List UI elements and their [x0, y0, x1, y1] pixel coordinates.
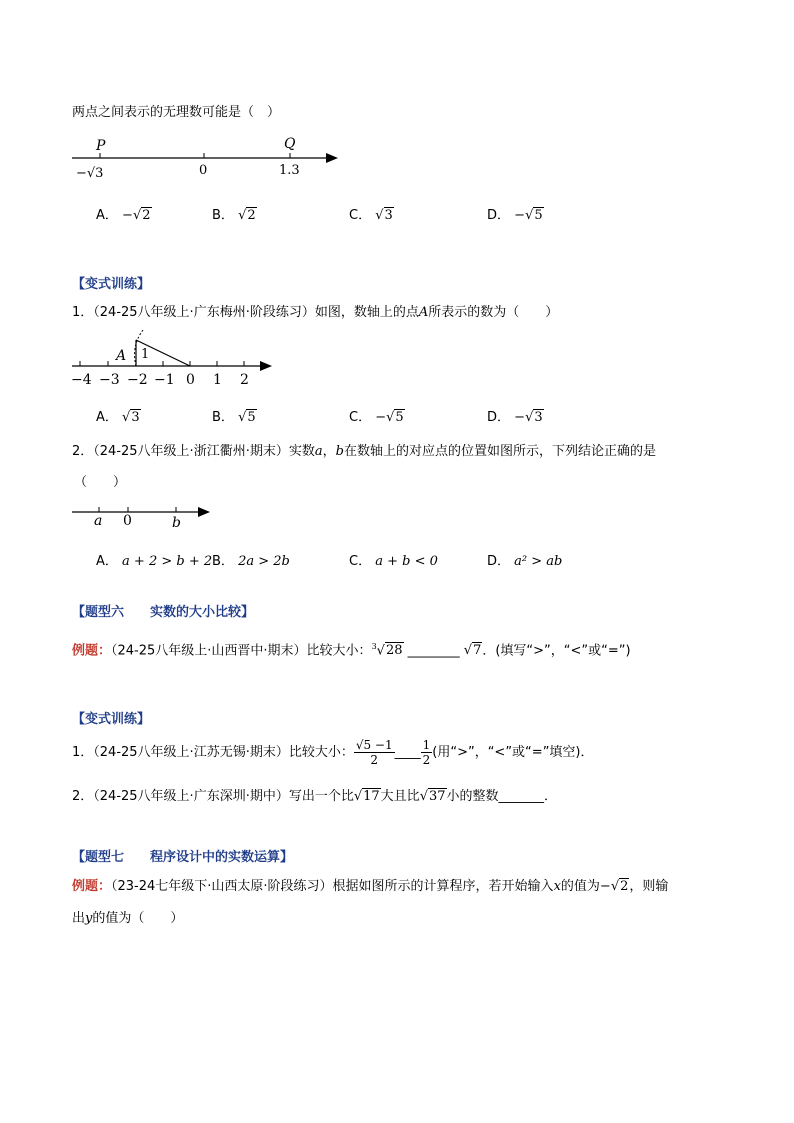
fraction-left [354, 738, 395, 767]
question-1 [72, 304, 558, 322]
option-a[interactable] [96, 406, 141, 425]
tick-label: 1 [213, 372, 222, 388]
sqrt: √3 [122, 410, 140, 425]
answer-paren: （ ） [74, 475, 127, 490]
question-text-mid: 大且比 [380, 789, 420, 804]
var-x: x [553, 879, 561, 894]
side-length-label: 1 [141, 347, 150, 362]
option-d[interactable] [487, 550, 562, 569]
sqrt: √3 [375, 208, 393, 223]
sqrt: √7 [463, 643, 482, 659]
example-text: （24-25八年级上·山西晋中·期末）比较大小： [111, 643, 372, 659]
example-tail: ．(填写“>”，“<”或“=”) [482, 643, 631, 659]
example-text-tail: 的值为（ ） [92, 911, 184, 926]
answer-blank[interactable]: ________ [407, 643, 460, 659]
var-a: A [418, 305, 429, 320]
option-c[interactable] [349, 550, 438, 569]
point-a-label: a [94, 513, 103, 529]
radicand: 2 [247, 208, 256, 223]
example-text-mid: 的值为 [560, 879, 600, 894]
option-sign: − [375, 410, 387, 425]
example-type6 [72, 638, 631, 660]
option-d[interactable] [487, 406, 544, 425]
radicand: 5 [247, 410, 256, 425]
option-letter: B． [212, 410, 234, 425]
option-expr: a + 2 > b + 2 [122, 554, 213, 569]
root-index: 3 [371, 642, 377, 651]
question-text-tail: 所表示的数为（ ） [428, 305, 559, 320]
number-line-sqrt [68, 326, 278, 388]
numerator: 1 [422, 738, 431, 752]
question-text: （24-25八年级上·广东梅州·阶段练习）如图，数轴上的点 [93, 305, 419, 320]
option-letter: C． [349, 554, 372, 569]
option-letter: D． [487, 410, 511, 425]
radicand: 37 [428, 789, 446, 804]
example-text: 出 [72, 911, 86, 926]
sqrt: √3 [525, 410, 543, 425]
option-sign: − [514, 208, 526, 223]
tick-label: −2 [127, 372, 148, 388]
tick-label: −3 [99, 372, 120, 388]
option-expr: 2a > 2b [238, 554, 290, 569]
number-line-ab [68, 500, 218, 530]
section-header-type6: 【题型六 实数的大小比较】 [72, 605, 255, 620]
radicand: 2 [142, 208, 151, 223]
radicand: 17 [363, 789, 380, 804]
example-label: 例题： [72, 643, 112, 659]
sqrt: √5 [238, 410, 256, 425]
option-c[interactable] [349, 204, 394, 223]
point-p-label: P [96, 138, 106, 154]
numerator: √5 −1 [355, 738, 393, 752]
example-type7-line2 [72, 910, 183, 928]
question-text-tail: 在数轴上的对应点的位置如图所示，下列结论正确的是 [343, 444, 656, 459]
answer-blank[interactable]: _______ [498, 789, 545, 804]
option-letter: A． [96, 554, 118, 569]
radicand: 2 [620, 879, 629, 894]
sqrt: √5 [386, 410, 404, 425]
number-line-pq [68, 132, 348, 182]
cube-root: $^3$√28 [371, 642, 403, 659]
question-text: （24-25八年级上·浙江衢州·期末）实数 [93, 444, 315, 459]
question-tail: 小的整数 [446, 789, 499, 804]
denominator: 2 [422, 753, 431, 767]
tick-label: −1 [154, 372, 175, 388]
var-a: a [314, 444, 323, 459]
question-tail: (用“>”，“<”或“=”填空)． [432, 745, 594, 760]
option-b[interactable] [212, 550, 290, 569]
option-letter: C． [349, 410, 372, 425]
option-letter: D． [487, 208, 511, 223]
option-d[interactable] [487, 204, 544, 223]
example-text-end: ，则输 [629, 879, 669, 894]
radicand: 7 [473, 643, 482, 659]
radicand: 3 [384, 208, 393, 223]
section-header-variant: 【变式训练】 [72, 277, 151, 292]
radicand: 28 [385, 643, 403, 659]
point-q-label: Q [284, 136, 296, 152]
question-number: 2． [72, 444, 94, 459]
radicand: 5 [534, 208, 543, 223]
point-b-label: b [172, 515, 181, 530]
sqrt: √2 [610, 879, 629, 894]
question-stem: 两点之间表示的无理数可能是（ ） [72, 105, 281, 120]
radicand: 3 [131, 410, 140, 425]
sqrt: √5 [525, 208, 543, 223]
question-text: （24-25八年级上·江苏无锡·期末）比较大小： [93, 745, 354, 760]
question-number: 1． [72, 745, 94, 760]
var-y: y [85, 911, 93, 926]
option-letter: C． [349, 208, 372, 223]
option-a[interactable] [96, 204, 152, 223]
option-letter: D． [487, 554, 511, 569]
section-header-variant: 【变式训练】 [72, 712, 151, 727]
option-b[interactable] [212, 204, 257, 223]
option-letter: B． [212, 208, 234, 223]
section-header-type7: 【题型七 程序设计中的实数运算】 [72, 850, 294, 865]
zero-label: 0 [123, 513, 132, 529]
tick-label: −4 [71, 372, 92, 388]
denominator: 2 [370, 753, 379, 767]
sqrt: √2 [132, 208, 151, 223]
question-text: （24-25八年级上·广东深圳·期中）写出一个比 [93, 789, 354, 804]
option-expr: a + b < 0 [375, 554, 438, 569]
zero-label: 0 [199, 163, 208, 178]
option-letter: B． [212, 554, 234, 569]
point-q-value: 1.3 [279, 163, 300, 178]
sqrt: √37 [419, 789, 446, 804]
question-2 [72, 788, 557, 806]
option-c[interactable] [349, 406, 405, 425]
example-text: （23-24七年级下·山西太原·阶段练习）根据如图所示的计算程序，若开始输入 [111, 879, 554, 894]
point-p-value: −√3 [76, 166, 104, 181]
option-expr: a² > ab [514, 554, 563, 569]
example-label: 例题： [72, 879, 112, 894]
separator: ， [322, 444, 336, 459]
question-2 [72, 443, 656, 461]
point-a-label: A [116, 348, 127, 364]
fraction-right [421, 738, 433, 767]
option-letter: A． [96, 208, 118, 223]
answer-blank[interactable]: ____ [394, 745, 421, 760]
question-end: ． [544, 789, 558, 804]
radicand: 5 [395, 410, 404, 425]
option-sign: − [514, 410, 526, 425]
example-type7-line1 [72, 878, 668, 896]
option-a[interactable] [96, 550, 212, 569]
option-letter: A． [96, 410, 118, 425]
radicand: 3 [534, 410, 543, 425]
question-number: 1． [72, 305, 94, 320]
sqrt: √2 [238, 208, 256, 223]
option-sign: − [122, 208, 133, 223]
question-number: 2． [72, 789, 94, 804]
question-1 [72, 738, 594, 767]
sqrt: √17 [353, 789, 380, 804]
tick-label: 0 [186, 372, 195, 388]
option-b[interactable] [212, 406, 257, 425]
value-sign: − [599, 879, 611, 894]
tick-label: 2 [240, 372, 249, 388]
var-b: b [335, 444, 344, 459]
